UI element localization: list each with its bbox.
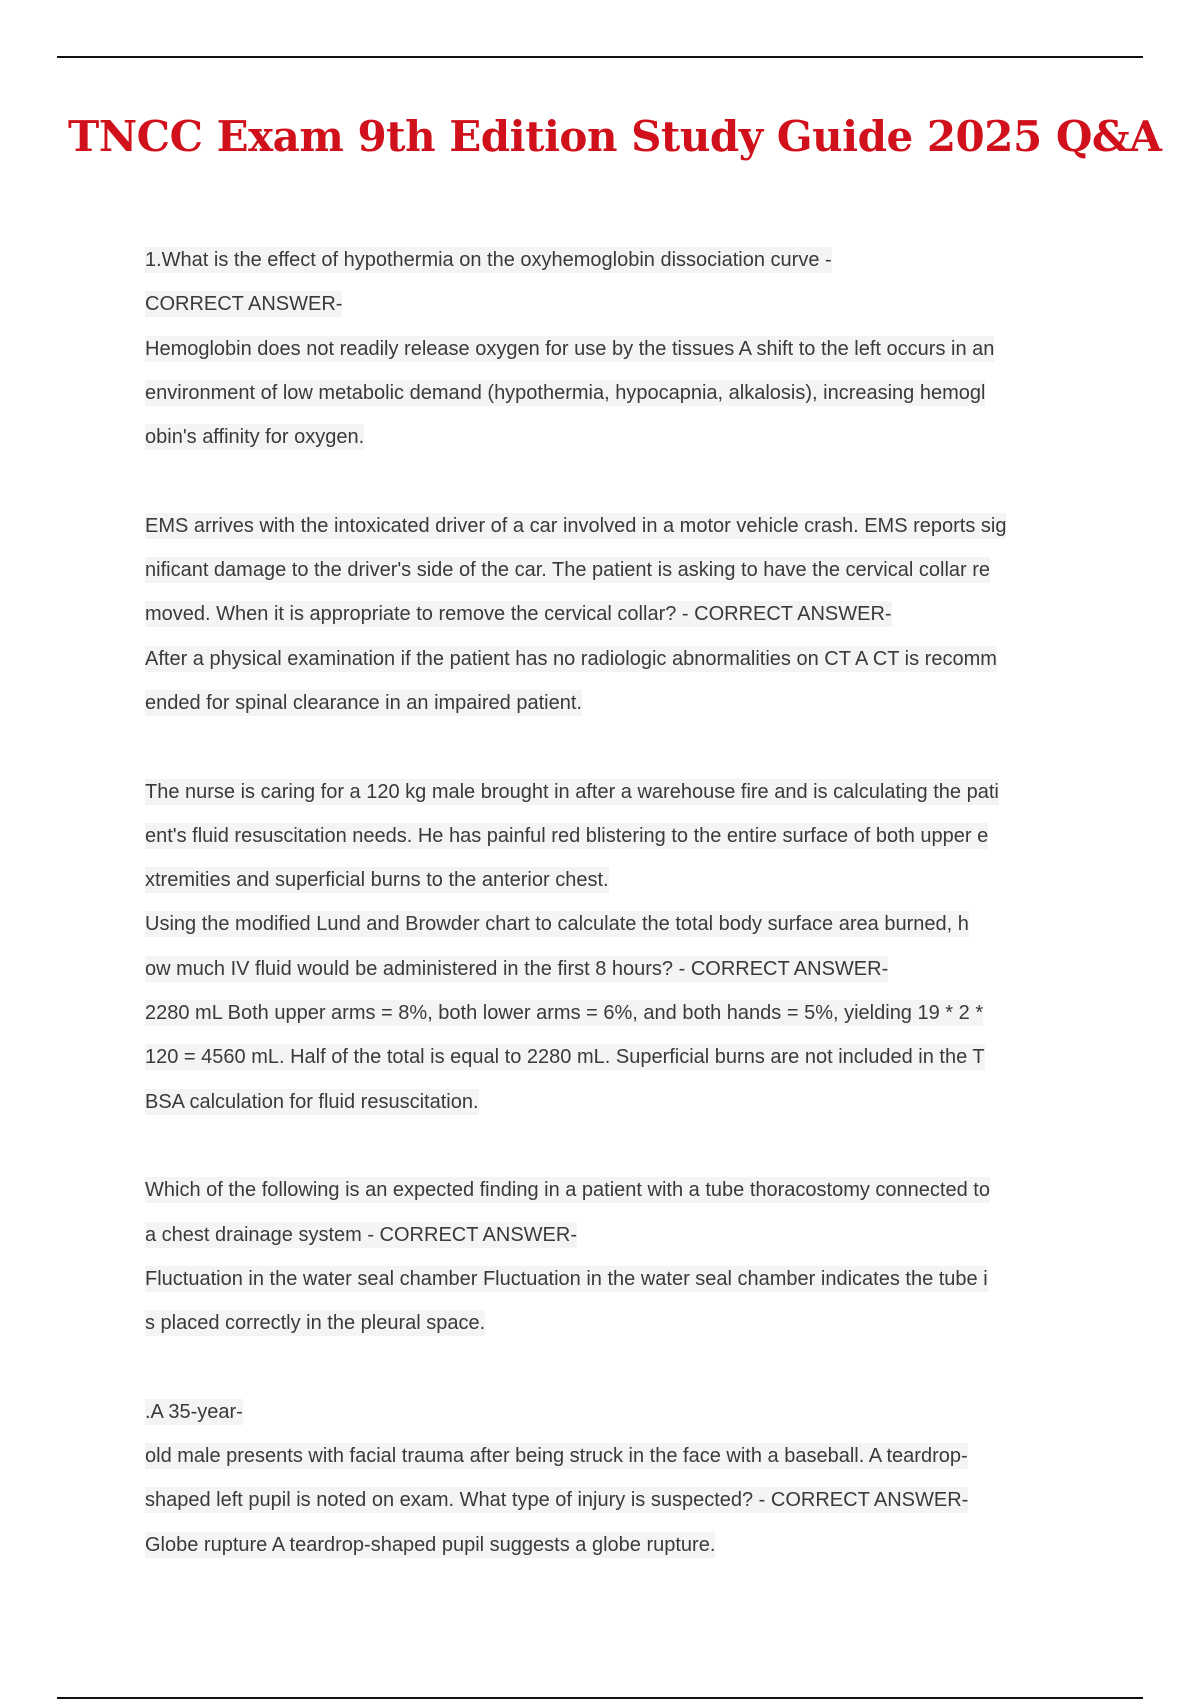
question-line: Using the modified Lund and Browder chart to calculate the total body surface area burned, h — [145, 913, 969, 936]
answer-line: After a physical examination if the patient has no radiologic abnormalities on CT A CT is recomm — [145, 647, 997, 670]
qa-block-globe-rupture — [145, 1390, 1075, 1567]
question-line: Which of the following is an expected finding in a patient with a tube thoracostomy connected to — [145, 1179, 990, 1202]
answer-line: s placed correctly in the pleural space. — [145, 1312, 486, 1335]
page-title: TNCC Exam 9th Edition Study Guide 2025 Q&A — [68, 112, 1162, 161]
block-spacer — [145, 725, 1075, 769]
block-spacer — [145, 1345, 1075, 1389]
answer-line: Globe rupture A teardrop-shaped pupil suggests a globe rupture. — [145, 1533, 716, 1556]
question-line: The nurse is caring for a 120 kg male brought in after a warehouse fire and is calculating the pati — [145, 780, 999, 803]
qa-block-tube-thoracostomy — [145, 1168, 1075, 1345]
qa-block-fluid-resuscitation — [145, 770, 1075, 1124]
question-line: 1.What is the effect of hypothermia on the oxyhemoglobin dissociation curve - — [145, 249, 832, 271]
bottom-rule — [57, 1697, 1143, 1699]
answer-line: ended for spinal clearance in an impaired patient. — [145, 691, 582, 714]
answer-line: obin's affinity for oxygen. — [145, 426, 365, 449]
top-rule — [57, 56, 1143, 58]
qa-content — [145, 238, 1075, 1567]
answer-line: 2280 mL Both upper arms = 8%, both lower arms = 6%, and both hands = 5%, yielding 19 * 2 * — [145, 1002, 984, 1025]
answer-line: Hemoglobin does not readily release oxygen for use by the tissues A shift to the left occurs in an — [145, 337, 995, 360]
question-line: ow much IV fluid would be administered in the first 8 hours? - CORRECT ANSWER- — [145, 957, 889, 980]
question-line: EMS arrives with the intoxicated driver of a car involved in a motor vehicle crash. EMS reports sig — [145, 514, 1007, 537]
qa-block-cervical-collar — [145, 504, 1075, 725]
answer-label-line: CORRECT ANSWER- — [145, 293, 343, 316]
question-line: old male presents with facial trauma after being struck in the face with a baseball. A teardrop- — [145, 1445, 968, 1468]
answer-line: 120 = 4560 mL. Half of the total is equal to 2280 mL. Superficial burns are not included in the T — [145, 1046, 985, 1069]
question-line: a chest drainage system - CORRECT ANSWER- — [145, 1223, 577, 1246]
question-line: shaped left pupil is noted on exam. What type of injury is suspected? - CORRECT ANSWER- — [145, 1489, 969, 1512]
question-line: moved. When it is appropriate to remove the cervical collar? - CORRECT ANSWER- — [145, 603, 892, 626]
question-line: ent's fluid resuscitation needs. He has painful red blistering to the entire surface of both upper e — [145, 824, 989, 847]
block-spacer — [145, 459, 1075, 503]
answer-line: BSA calculation for fluid resuscitation. — [145, 1090, 479, 1113]
question-line: nificant damage to the driver's side of the car. The patient is asking to have the cervical collar re — [145, 559, 991, 582]
qa-block-hypothermia — [145, 238, 1075, 459]
question-line: .A 35-year- — [145, 1400, 243, 1423]
block-spacer — [145, 1124, 1075, 1168]
question-line: xtremities and superficial burns to the anterior chest. — [145, 869, 609, 892]
answer-line: environment of low metabolic demand (hypothermia, hypocapnia, alkalosis), increasing hemogl — [145, 381, 986, 404]
answer-line: Fluctuation in the water seal chamber Fluctuation in the water seal chamber indicates the tube i — [145, 1267, 988, 1290]
